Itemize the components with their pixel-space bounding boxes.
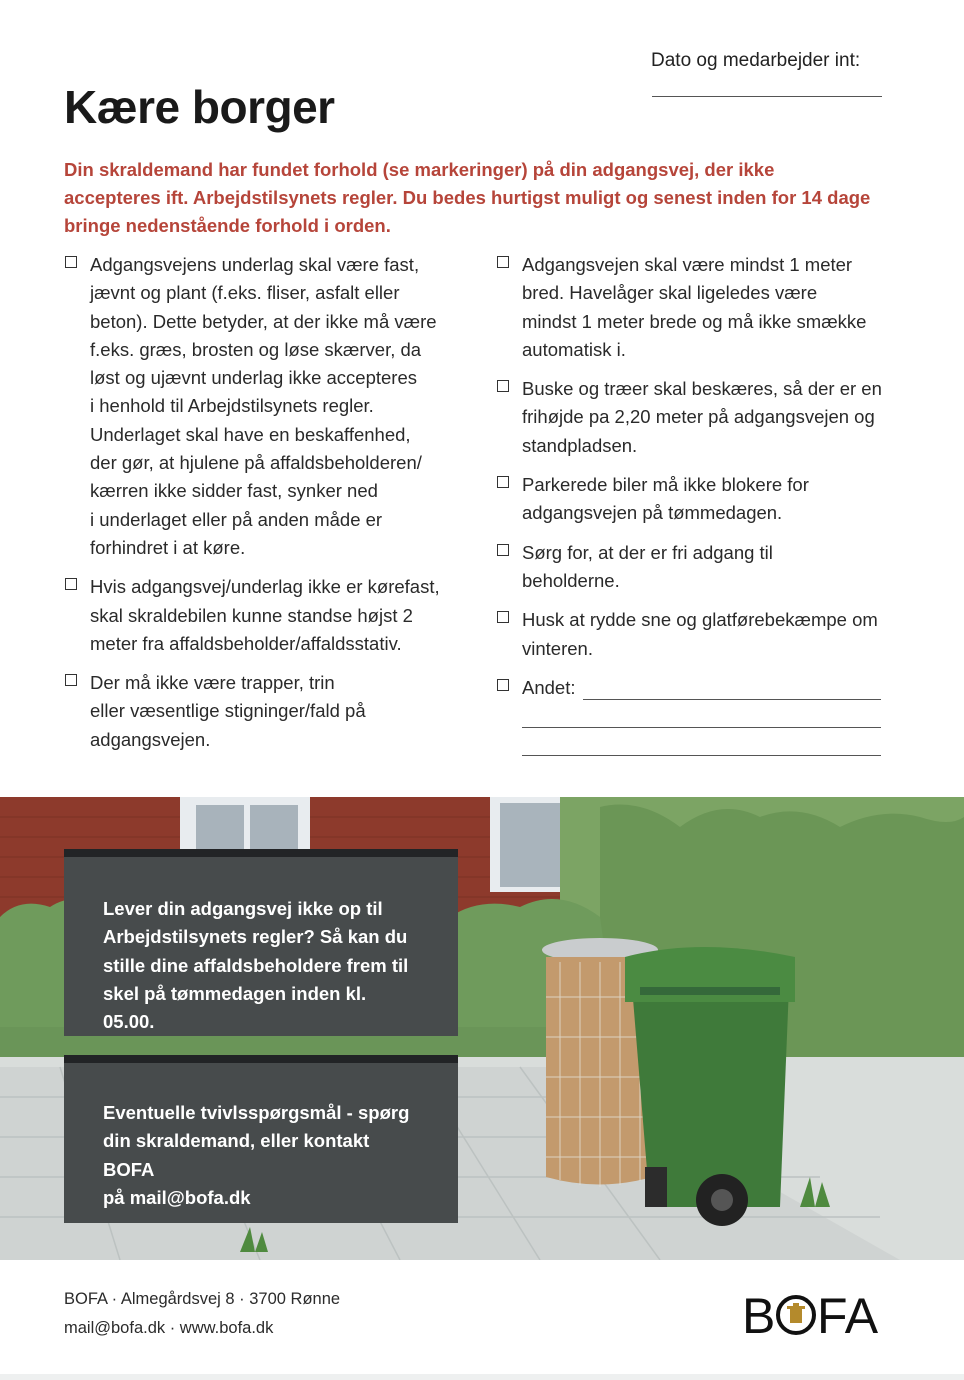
bottom-strip: [0, 1374, 964, 1380]
checkbox-icon[interactable]: [497, 544, 509, 556]
checklist-item-free-access: Sørg for, at der er fri adgang til beholderne.: [496, 539, 896, 596]
checklist-item-parked-cars: Parkerede biler må ikke blokere for adgangsvejen på tømmedagen.: [496, 471, 896, 528]
other-field-line-2[interactable]: [522, 727, 881, 728]
date-employee-label: Dato og medarbejder int:: [651, 50, 861, 71]
checkbox-icon[interactable]: [497, 380, 509, 392]
checkbox-icon[interactable]: [497, 611, 509, 623]
page-title: Kære borger: [64, 81, 335, 133]
other-field-line-3[interactable]: [522, 755, 881, 756]
checklist-item-other: [496, 674, 896, 754]
checklist-item-width: Adgangsvejen skal være mindst 1 meter bred. Havelåger skal ligeledes være mindst 1 meter brede og må ikke smække automatisk i.: [496, 251, 896, 364]
checkbox-icon[interactable]: [65, 674, 77, 686]
bofa-logo: [742, 1287, 886, 1341]
checkbox-icon[interactable]: [497, 679, 509, 691]
info-panel-contact: Eventuelle tvivlsspørgsmål - spørg din skraldemand, eller kontakt BOFA på mail@bofa.dk: [64, 1055, 458, 1223]
checklist-left-column: [64, 251, 464, 765]
checklist-item-stairs: Der må ikke være trapper, trin eller væsentlige stigninger/fald på adgangsvejen.: [64, 669, 464, 754]
svg-text:FA: FA: [817, 1288, 879, 1341]
date-employee-field-line[interactable]: [652, 96, 882, 97]
other-label: Andet:: [522, 676, 576, 698]
checklist-item-truck-distance: Hvis adgangsvej/underlag ikke er kørefast, skal skraldebilen kunne standse højst 2 meter fra affaldsbeholder/affaldsstativ.: [64, 573, 464, 658]
checklist-item-trees: Buske og træer skal beskæres, så der er en frihøjde pa 2,20 meter på adgangsvejen og standpladsen.: [496, 375, 896, 460]
checkbox-icon[interactable]: [497, 476, 509, 488]
info-panel-deadline: Lever din adgangsvej ikke op til Arbejdstilsynets regler? Så kan du stille dine affaldsbeholdere frem til skel på tømmedagen inden kl. 05.00.: [64, 849, 458, 1036]
footer-address: BOFA · Almegårdsvej 8 · 3700 Rønne: [64, 1290, 341, 1308]
checklist-right-column: [496, 251, 896, 765]
svg-text:B: B: [742, 1288, 776, 1341]
intro-text: Din skraldemand har fundet forhold (se markeringer) på din adgangsvej, der ikke accepteres ift. Arbejdstilsynets regler. Du bedes hurtigst muligt og senest inden for 14 dage bringe nedenstående forhold i orden.: [64, 159, 871, 236]
checkbox-icon[interactable]: [65, 256, 77, 268]
checklist-item-snow: Husk at rydde sne og glatførebekæmpe om vinteren.: [496, 606, 896, 663]
footer-contact: mail@bofa.dk · www.bofa.dk: [64, 1319, 274, 1337]
other-field-line-1[interactable]: [583, 699, 881, 700]
checkbox-icon[interactable]: [65, 578, 77, 590]
checklist-item-surface: Adgangsvejens underlag skal være fast, jævnt og plant (f.eks. fliser, asfalt eller beton). Dette betyder, at der ikke må være f.eks. græs, brosten og løse skærver, da løst og ujævnt underlag ikke accepteres i henhold til Arbejdstilsynets regler. Underlaget skal have en beskaffenhed, der gør, at hjulene på affaldsbeholderen/ kærren ikke sidder fast, synker ned i underlaget eller på anden måde er forhindret i at køre.: [64, 251, 464, 562]
checkbox-icon[interactable]: [497, 256, 509, 268]
trash-can-icon: [787, 1303, 805, 1323]
